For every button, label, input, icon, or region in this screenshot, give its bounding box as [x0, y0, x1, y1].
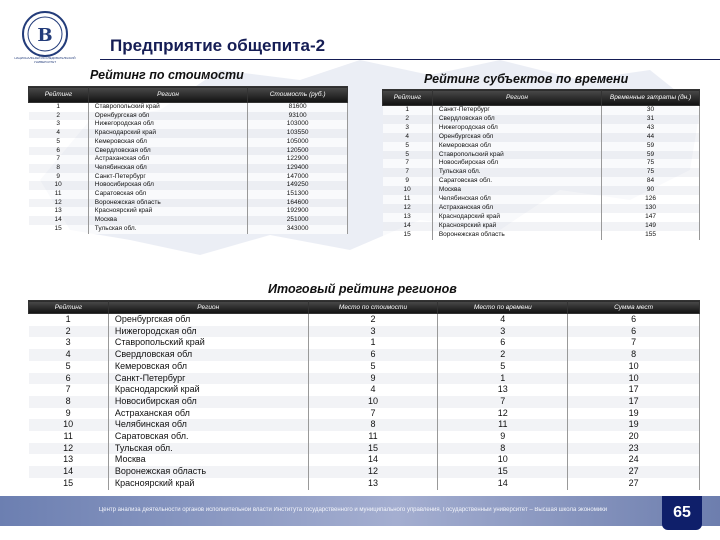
column-header: Рейтинг [29, 87, 89, 103]
table-cell: Новосибирская обл [108, 396, 308, 408]
table-row [383, 124, 700, 133]
table-cell: 15 [308, 443, 438, 455]
table-cell: 1 [308, 337, 438, 349]
table-cell: 155 [602, 231, 700, 240]
table-cell: 1 [29, 103, 89, 112]
time-ranking-table [382, 89, 700, 240]
table-cell: Ставропольский край [88, 103, 247, 112]
table-cell: 27 [568, 466, 700, 478]
table-row [383, 168, 700, 177]
table-cell: 12 [383, 204, 433, 213]
table-cell: 9 [29, 408, 109, 420]
table-cell: 90 [602, 186, 700, 195]
table-cell: 8 [308, 419, 438, 431]
table-cell: 8 [568, 349, 700, 361]
table-cell: Санкт-Петербург [432, 106, 601, 115]
table-cell: Кемеровская обл [88, 138, 247, 147]
table-row [29, 408, 700, 420]
table-cell: 147000 [248, 173, 348, 182]
table-row [29, 478, 700, 490]
table-cell: Воронежская область [88, 199, 247, 208]
table-cell: 9 [438, 431, 568, 443]
table-cell: 12 [29, 199, 89, 208]
column-header: Временные затраты (дн.) [602, 90, 700, 106]
table-cell: 13 [29, 454, 109, 466]
column-header: Регион [432, 90, 601, 106]
table-row [383, 106, 700, 115]
table-cell: 6 [308, 349, 438, 361]
table-cell: Оренбургская обл [432, 133, 601, 142]
table-cell: 14 [308, 454, 438, 466]
table-cell: 11 [29, 190, 89, 199]
table-cell: 1 [29, 314, 109, 326]
svg-text:В: В [37, 25, 53, 46]
university-logo-icon [10, 6, 80, 76]
column-header: Регион [88, 87, 247, 103]
table-cell: Кемеровская обл [108, 361, 308, 373]
table-cell: 14 [29, 216, 89, 225]
table-cell: Нижегородская обл [108, 326, 308, 338]
table-cell: 93100 [248, 112, 348, 121]
table-cell: Краснодарский край [88, 129, 247, 138]
table-cell: Челябинская обл [432, 195, 601, 204]
table-row [29, 120, 348, 129]
table-cell: Москва [88, 216, 247, 225]
table-cell: Красноярский край [108, 478, 308, 490]
table-cell: Тульская обл. [88, 225, 247, 234]
table-cell: 8 [29, 396, 109, 408]
table-row [29, 466, 700, 478]
table-cell: 7 [383, 159, 433, 168]
table-row [29, 138, 348, 147]
table-cell: 10 [29, 181, 89, 190]
table-row [383, 213, 700, 222]
table-cell: 2 [308, 314, 438, 326]
table-cell: Ставропольский край [432, 151, 601, 160]
table-row [29, 129, 348, 138]
table-cell: 10 [438, 454, 568, 466]
table-row [383, 115, 700, 124]
table-row [29, 373, 700, 385]
time-table-caption: Рейтинг субъектов по времени [424, 72, 629, 86]
final-table-caption: Итоговый рейтинг регионов [268, 282, 457, 296]
table-row [29, 155, 348, 164]
table-cell: 75 [602, 168, 700, 177]
table-cell: 5 [383, 151, 433, 160]
table-cell: 75 [602, 159, 700, 168]
table-cell: Астраханская обл [432, 204, 601, 213]
table-row [383, 151, 700, 160]
table-cell: 27 [568, 478, 700, 490]
table-cell: 8 [29, 164, 89, 173]
table-cell: 1 [438, 373, 568, 385]
table-cell: 14 [383, 222, 433, 231]
table-cell: 10 [568, 361, 700, 373]
table-cell: 9 [308, 373, 438, 385]
table-row [29, 337, 700, 349]
table-cell: 126 [602, 195, 700, 204]
table-cell: Ставропольский край [108, 337, 308, 349]
table-row [29, 103, 348, 112]
table-cell: 7 [568, 337, 700, 349]
table-cell: 103000 [248, 120, 348, 129]
table-cell: 8 [438, 443, 568, 455]
footer-text: Центр анализа деятельности органов исполнительной власти Института государственного и муниципального управления, Государственный университет – Высшая школа экономики [98, 507, 608, 513]
table-cell: 6 [568, 314, 700, 326]
table-cell: 15 [29, 225, 89, 234]
table-cell: 2 [29, 326, 109, 338]
table-cell: 17 [568, 396, 700, 408]
table-cell: 5 [308, 361, 438, 373]
table-row [383, 204, 700, 213]
table-cell: 23 [568, 443, 700, 455]
table-cell: 6 [438, 337, 568, 349]
table-cell: 13 [29, 207, 89, 216]
table-cell: Оренбургская обл [88, 112, 247, 121]
table-cell: 7 [438, 396, 568, 408]
table-row [29, 454, 700, 466]
table-cell: 151300 [248, 190, 348, 199]
table-row [29, 190, 348, 199]
page-title: Предприятие общепита-2 [110, 36, 326, 55]
table-cell: Челябинская обл [88, 164, 247, 173]
table-cell: Оренбургская обл [108, 314, 308, 326]
table-cell: 4 [308, 384, 438, 396]
table-cell: 7 [29, 384, 109, 396]
page-number: 65 [662, 496, 702, 530]
table-cell: 19 [568, 419, 700, 431]
table-cell: 147 [602, 213, 700, 222]
table-cell: 2 [29, 112, 89, 121]
table-cell: Саратовская обл. [432, 177, 601, 186]
table-cell: 3 [29, 120, 89, 129]
table-cell: 3 [438, 326, 568, 338]
table-cell: 10 [383, 186, 433, 195]
column-header: Рейтинг [29, 301, 109, 314]
footer-band [0, 496, 720, 526]
table-row [29, 225, 348, 234]
table-cell: 81600 [248, 103, 348, 112]
table-cell: 12 [29, 443, 109, 455]
table-row [29, 199, 348, 208]
table-cell: 84 [602, 177, 700, 186]
table-row [29, 431, 700, 443]
table-cell: 3 [29, 337, 109, 349]
table-cell: 120500 [248, 147, 348, 156]
table-cell: Свердловская обл [432, 115, 601, 124]
table-row [383, 222, 700, 231]
table-cell: 251000 [248, 216, 348, 225]
table-cell: Москва [432, 186, 601, 195]
table-row [29, 419, 700, 431]
table-row [29, 384, 700, 396]
table-cell: 5 [29, 361, 109, 373]
table-cell: 5 [383, 142, 433, 151]
table-cell: Красноярский край [432, 222, 601, 231]
table-cell: Челябинская обл [108, 419, 308, 431]
table-cell: 7 [308, 408, 438, 420]
table-cell: 10 [29, 419, 109, 431]
table-cell: 130 [602, 204, 700, 213]
table-cell: Санкт-Петербург [108, 373, 308, 385]
table-row [383, 195, 700, 204]
table-cell: Кемеровская обл [432, 142, 601, 151]
table-row [29, 207, 348, 216]
table-cell: 43 [602, 124, 700, 133]
table-cell: 2 [383, 115, 433, 124]
table-row [29, 112, 348, 121]
table-cell: 19 [568, 408, 700, 420]
table-cell: 4 [29, 129, 89, 138]
table-cell: 5 [438, 361, 568, 373]
table-row [29, 326, 700, 338]
table-cell: Астраханская обл [88, 155, 247, 164]
cost-ranking-table [28, 86, 348, 234]
table-cell: Новосибирская обл [88, 181, 247, 190]
table-cell: 11 [29, 431, 109, 443]
table-cell: 13 [438, 384, 568, 396]
table-cell: Краснодарский край [108, 384, 308, 396]
column-header: Стоимость (руб.) [248, 87, 348, 103]
table-cell: Красноярский край [88, 207, 247, 216]
table-cell: Тульская обл. [108, 443, 308, 455]
table-cell: 20 [568, 431, 700, 443]
table-cell: 4 [438, 314, 568, 326]
table-cell: 6 [568, 326, 700, 338]
final-ranking-table [28, 300, 700, 490]
table-cell: 59 [602, 142, 700, 151]
table-cell: 59 [602, 151, 700, 160]
table-cell: Свердловская обл [108, 349, 308, 361]
table-cell: 105000 [248, 138, 348, 147]
table-cell: 24 [568, 454, 700, 466]
table-row [383, 231, 700, 240]
table-row [29, 147, 348, 156]
table-cell: Краснодарский край [432, 213, 601, 222]
table-cell: Саратовская обл. [108, 431, 308, 443]
table-cell: Санкт-Петербург [88, 173, 247, 182]
table-row [29, 396, 700, 408]
table-cell: 192900 [248, 207, 348, 216]
table-row [383, 142, 700, 151]
table-cell: 343000 [248, 225, 348, 234]
table-cell: 13 [383, 213, 433, 222]
table-row [29, 181, 348, 190]
table-row [383, 133, 700, 142]
table-cell: 12 [438, 408, 568, 420]
table-cell: 6 [29, 147, 89, 156]
column-header: Рейтинг [383, 90, 433, 106]
table-cell: Свердловская обл [88, 147, 247, 156]
table-cell: 129400 [248, 164, 348, 173]
table-cell: Саратовская обл [88, 190, 247, 199]
table-cell: 31 [602, 115, 700, 124]
table-cell: 5 [29, 138, 89, 147]
column-header: Место по стоимости [308, 301, 438, 314]
table-cell: 149 [602, 222, 700, 231]
table-cell: 30 [602, 106, 700, 115]
table-cell: 9 [383, 177, 433, 186]
table-cell: 14 [438, 478, 568, 490]
table-row [383, 186, 700, 195]
table-cell: 44 [602, 133, 700, 142]
table-cell: Воронежская область [432, 231, 601, 240]
table-row [383, 159, 700, 168]
table-cell: 3 [308, 326, 438, 338]
table-cell: Воронежская область [108, 466, 308, 478]
table-cell: 4 [29, 349, 109, 361]
logo-caption: НАЦИОНАЛЬНЫЙ ИССЛЕДОВАТЕЛЬСКИЙ УНИВЕРСИТЕТ [14, 56, 76, 64]
table-cell: Новосибирская обл [432, 159, 601, 168]
column-header: Регион [108, 301, 308, 314]
table-row [29, 216, 348, 225]
table-cell: 122900 [248, 155, 348, 164]
table-cell: 4 [383, 133, 433, 142]
table-cell: 9 [29, 173, 89, 182]
table-cell: 13 [308, 478, 438, 490]
table-cell: Нижегородская обл [432, 124, 601, 133]
table-cell: 14 [29, 466, 109, 478]
table-row [29, 173, 348, 182]
table-cell: 11 [438, 419, 568, 431]
table-cell: 10 [568, 373, 700, 385]
table-cell: 15 [438, 466, 568, 478]
title-divider [100, 59, 720, 60]
table-row [29, 443, 700, 455]
table-cell: 1 [383, 106, 433, 115]
column-header: Сумма мест [568, 301, 700, 314]
table-cell: 149250 [248, 181, 348, 190]
table-cell: 10 [308, 396, 438, 408]
table-cell: Астраханская обл [108, 408, 308, 420]
table-cell: 15 [29, 478, 109, 490]
cost-table-caption: Рейтинг по стоимости [90, 68, 244, 82]
table-row [29, 349, 700, 361]
table-cell: 12 [308, 466, 438, 478]
table-row [383, 177, 700, 186]
table-cell: 103550 [248, 129, 348, 138]
table-row [29, 314, 700, 326]
table-cell: 7 [29, 155, 89, 164]
table-cell: 11 [383, 195, 433, 204]
table-row [29, 361, 700, 373]
table-cell: 2 [438, 349, 568, 361]
table-cell: 164600 [248, 199, 348, 208]
table-cell: Тульская обл. [432, 168, 601, 177]
table-cell: 11 [308, 431, 438, 443]
table-cell: 6 [29, 373, 109, 385]
table-row [29, 164, 348, 173]
table-cell: 7 [383, 168, 433, 177]
table-cell: Нижегородская обл [88, 120, 247, 129]
column-header: Место по времени [438, 301, 568, 314]
table-cell: Москва [108, 454, 308, 466]
table-cell: 3 [383, 124, 433, 133]
table-cell: 17 [568, 384, 700, 396]
table-cell: 15 [383, 231, 433, 240]
